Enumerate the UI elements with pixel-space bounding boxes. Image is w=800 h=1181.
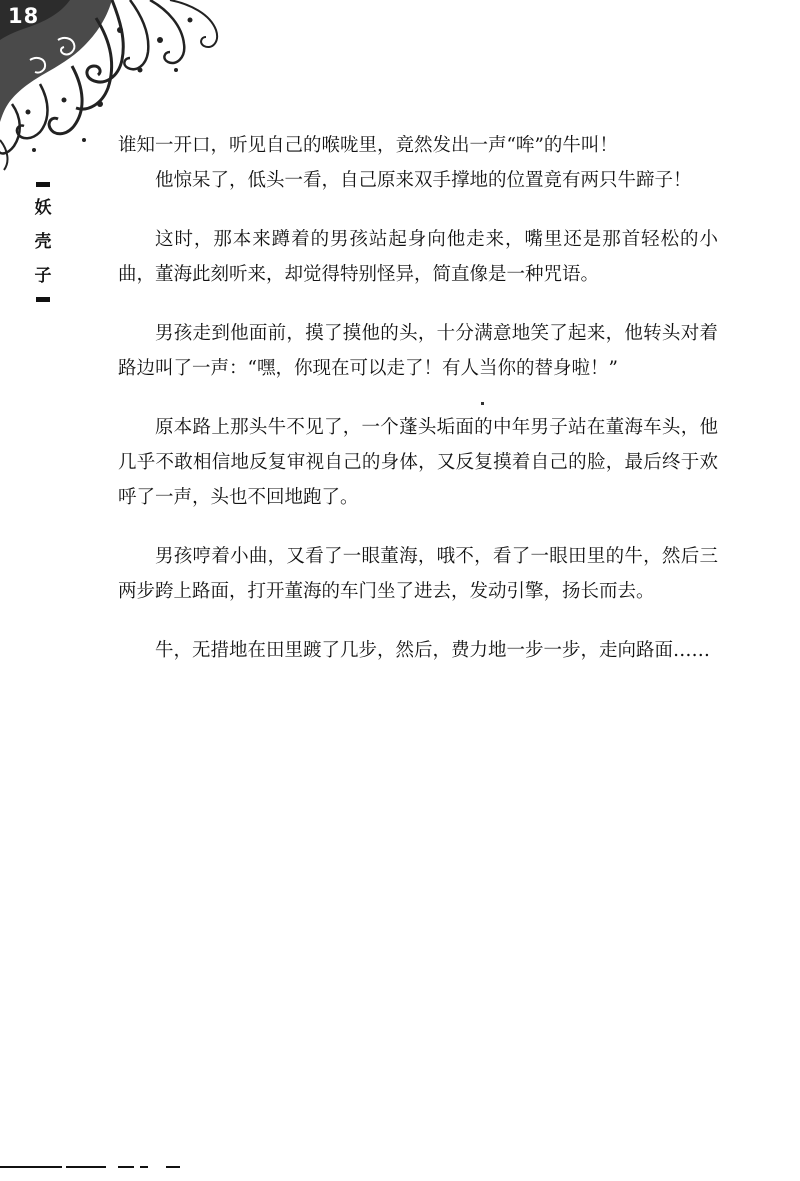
paragraph: 男孩哼着小曲，又看了一眼董海，哦不，看了一眼田里的牛，然后三两步跨上路面，打开董海的车门坐了进去，发动引擎，扬长而去。 (118, 546, 718, 602)
footer-rule (140, 1166, 148, 1168)
title-bracket-bottom (36, 297, 50, 302)
side-title-char: 壳 (34, 232, 52, 252)
paragraph: 男孩走到他面前，摸了摸他的头，十分满意地笑了起来，他转头对着路边叫了一声：“嘿，你现在可以走了！有人当你的替身啦！” (118, 323, 718, 379)
side-book-title (30, 178, 56, 306)
footer-rule (66, 1166, 106, 1168)
print-speck (481, 402, 484, 405)
paragraph: 牛，无措地在田里踱了几步，然后，费力地一步一步，走向路面…… (155, 640, 711, 661)
side-title-char: 子 (34, 266, 52, 286)
paragraph: 谁知一开口，听见自己的喉咙里，竟然发出一声“哞”的牛叫！ (118, 135, 618, 156)
side-title-char: 妖 (34, 198, 52, 218)
page-number: 18 (8, 4, 40, 28)
body-text (118, 128, 718, 668)
paragraph: 这时，那本来蹲着的男孩站起身向他走来，嘴里还是那首轻松的小曲，董海此刻听来，却觉得特别怪异，简直像是一种咒语。 (118, 229, 718, 285)
title-bracket-top (36, 182, 50, 187)
paragraph: 原本路上那头牛不见了，一个蓬头垢面的中年男子站在董海车头，他几乎不敢相信地反复审视自己的身体，又反复摸着自己的脸，最后终于欢呼了一声，头也不回地跑了。 (118, 417, 718, 508)
paragraph: 他惊呆了，低头一看，自己原来双手撑地的位置竟有两只牛蹄子！ (155, 170, 692, 191)
footer-rule (166, 1166, 180, 1168)
footer-rule (118, 1166, 134, 1168)
footer-rule (0, 1166, 62, 1168)
